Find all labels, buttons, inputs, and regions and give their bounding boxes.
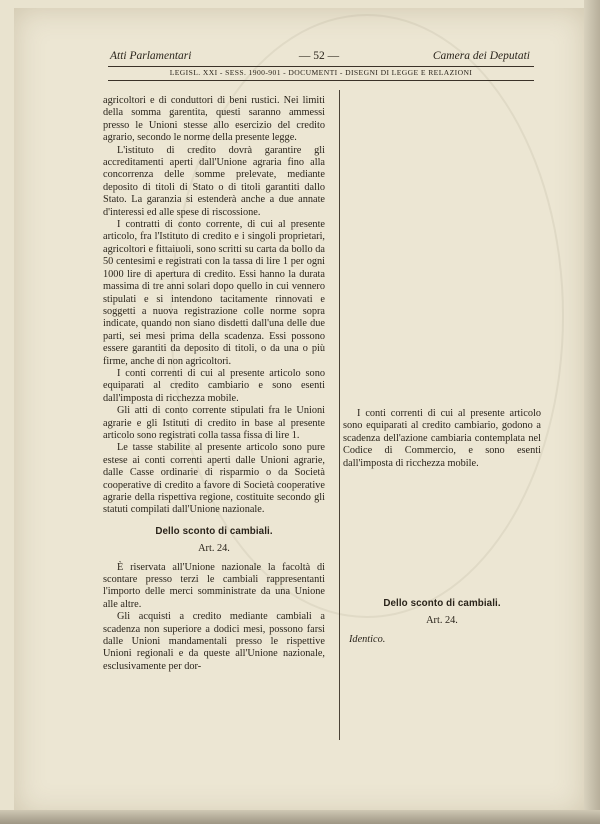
column-divider bbox=[339, 90, 340, 740]
paragraph: I contratti di conto corrente, di cui al presente articolo, fra l'Istituto di credito e i singoli proprietari, agricoltori e fittaiuoli, sono scritti su carta da bollo da 50 centesimi e registrati con la tassa di lire 1 per ogni 1000 lire di apertura di credito. Essi hanno la durata massima di tre anni solari dopo quello in cui vennero stipulati e si intendono tacitamente rinnovati e soggetti a nuova registrazione colle norme sopra indicate, quando non siano disdetti dall'una delle due parti, sei mesi prima della scadenza. Essi possono essere garantiti da deposito di titoli, o da una o più firme, anche di non agricoltori. bbox=[103, 219, 325, 367]
page-edge-bottom bbox=[0, 810, 600, 824]
header-right: Camera dei Deputati bbox=[432, 50, 530, 62]
section-title: Dello sconto di cambiali. bbox=[383, 598, 501, 610]
article-heading: Art. 24. bbox=[198, 543, 230, 555]
paragraph: È riservata all'Unione nazionale la facoltà di scontare presso terzi le cambiali rappresentanti l'importo delle merci somministrate da una Unione alle altre. bbox=[103, 561, 325, 610]
header-left: Atti Parlamentari bbox=[110, 50, 192, 62]
paragraph: Gli atti di conto corrente stipulati fra le Unioni agrarie e gli Istituti di credito in base al presente articolo sono registrati colla tassa fissa di lire 1. bbox=[103, 405, 325, 441]
header-rule-bottom bbox=[108, 80, 534, 81]
paragraph: Gli acquisti a credito mediante cambiali a scadenza non superiore a dodici mesi, possono farsi dalle Unioni mandamentali presso le rispettive Unioni regionali e da queste all'Unione nazionale, esclusivamente per dor- bbox=[103, 611, 325, 672]
paragraph: agricoltori e di conduttori di beni rustici. Nei limiti della somma garentita, questi saranno ammessi presso le Unioni stesse allo esercizio del credito agrario, secondo le norme della presente legge. bbox=[103, 95, 325, 144]
legislature-subheader: LEGISL. XXI - SESS. 1900-901 - DOCUMENTI - DISEGNI DI LEGGE E RELAZIONI bbox=[169, 68, 473, 77]
page-edge-right bbox=[584, 0, 600, 824]
paragraph: L'istituto di credito dovrà garantire gli accreditamenti aperti dall'Unione agraria fino alla concorrenza delle somme prelevate, mediante deposito di titoli di Stato o di titoli garantiti dallo Stato. La garanzia si estenderà anche a due annate d'interessi ed alle spese di riscossione. bbox=[103, 144, 325, 218]
identico-note: Identico. bbox=[349, 633, 386, 645]
header-rule-top bbox=[108, 66, 534, 67]
paragraph: Le tasse stabilite al presente articolo sono pure estese ai conti correnti aperti dalle Unioni agrarie, dalle Casse ordinarie di risparmio o da Società cooperative di credito a favore di Società cooperative agrarie della rispettiva regione, costituite secondo gli statuti compilati dall'Unione nazionale. bbox=[103, 442, 325, 516]
article-heading: Art. 24. bbox=[426, 615, 458, 627]
paragraph: I conti correnti di cui al presente articolo sono equiparati al credito cambiario, godono a scadenza dell'azione cambiaria contemplata nel Codice di Commercio, e sono esenti dall'imposta di ricchezza mobile. bbox=[343, 408, 541, 469]
page-number: — 52 — bbox=[298, 50, 340, 62]
running-header bbox=[102, 50, 536, 66]
right-column bbox=[343, 408, 541, 646]
paragraph: I conti correnti di cui al presente articolo sono equiparati al credito cambiario e sono esenti dall'imposta di ricchezza mobile. bbox=[103, 367, 325, 404]
section-title: Dello sconto di cambiali. bbox=[155, 525, 273, 537]
left-column bbox=[103, 95, 325, 673]
